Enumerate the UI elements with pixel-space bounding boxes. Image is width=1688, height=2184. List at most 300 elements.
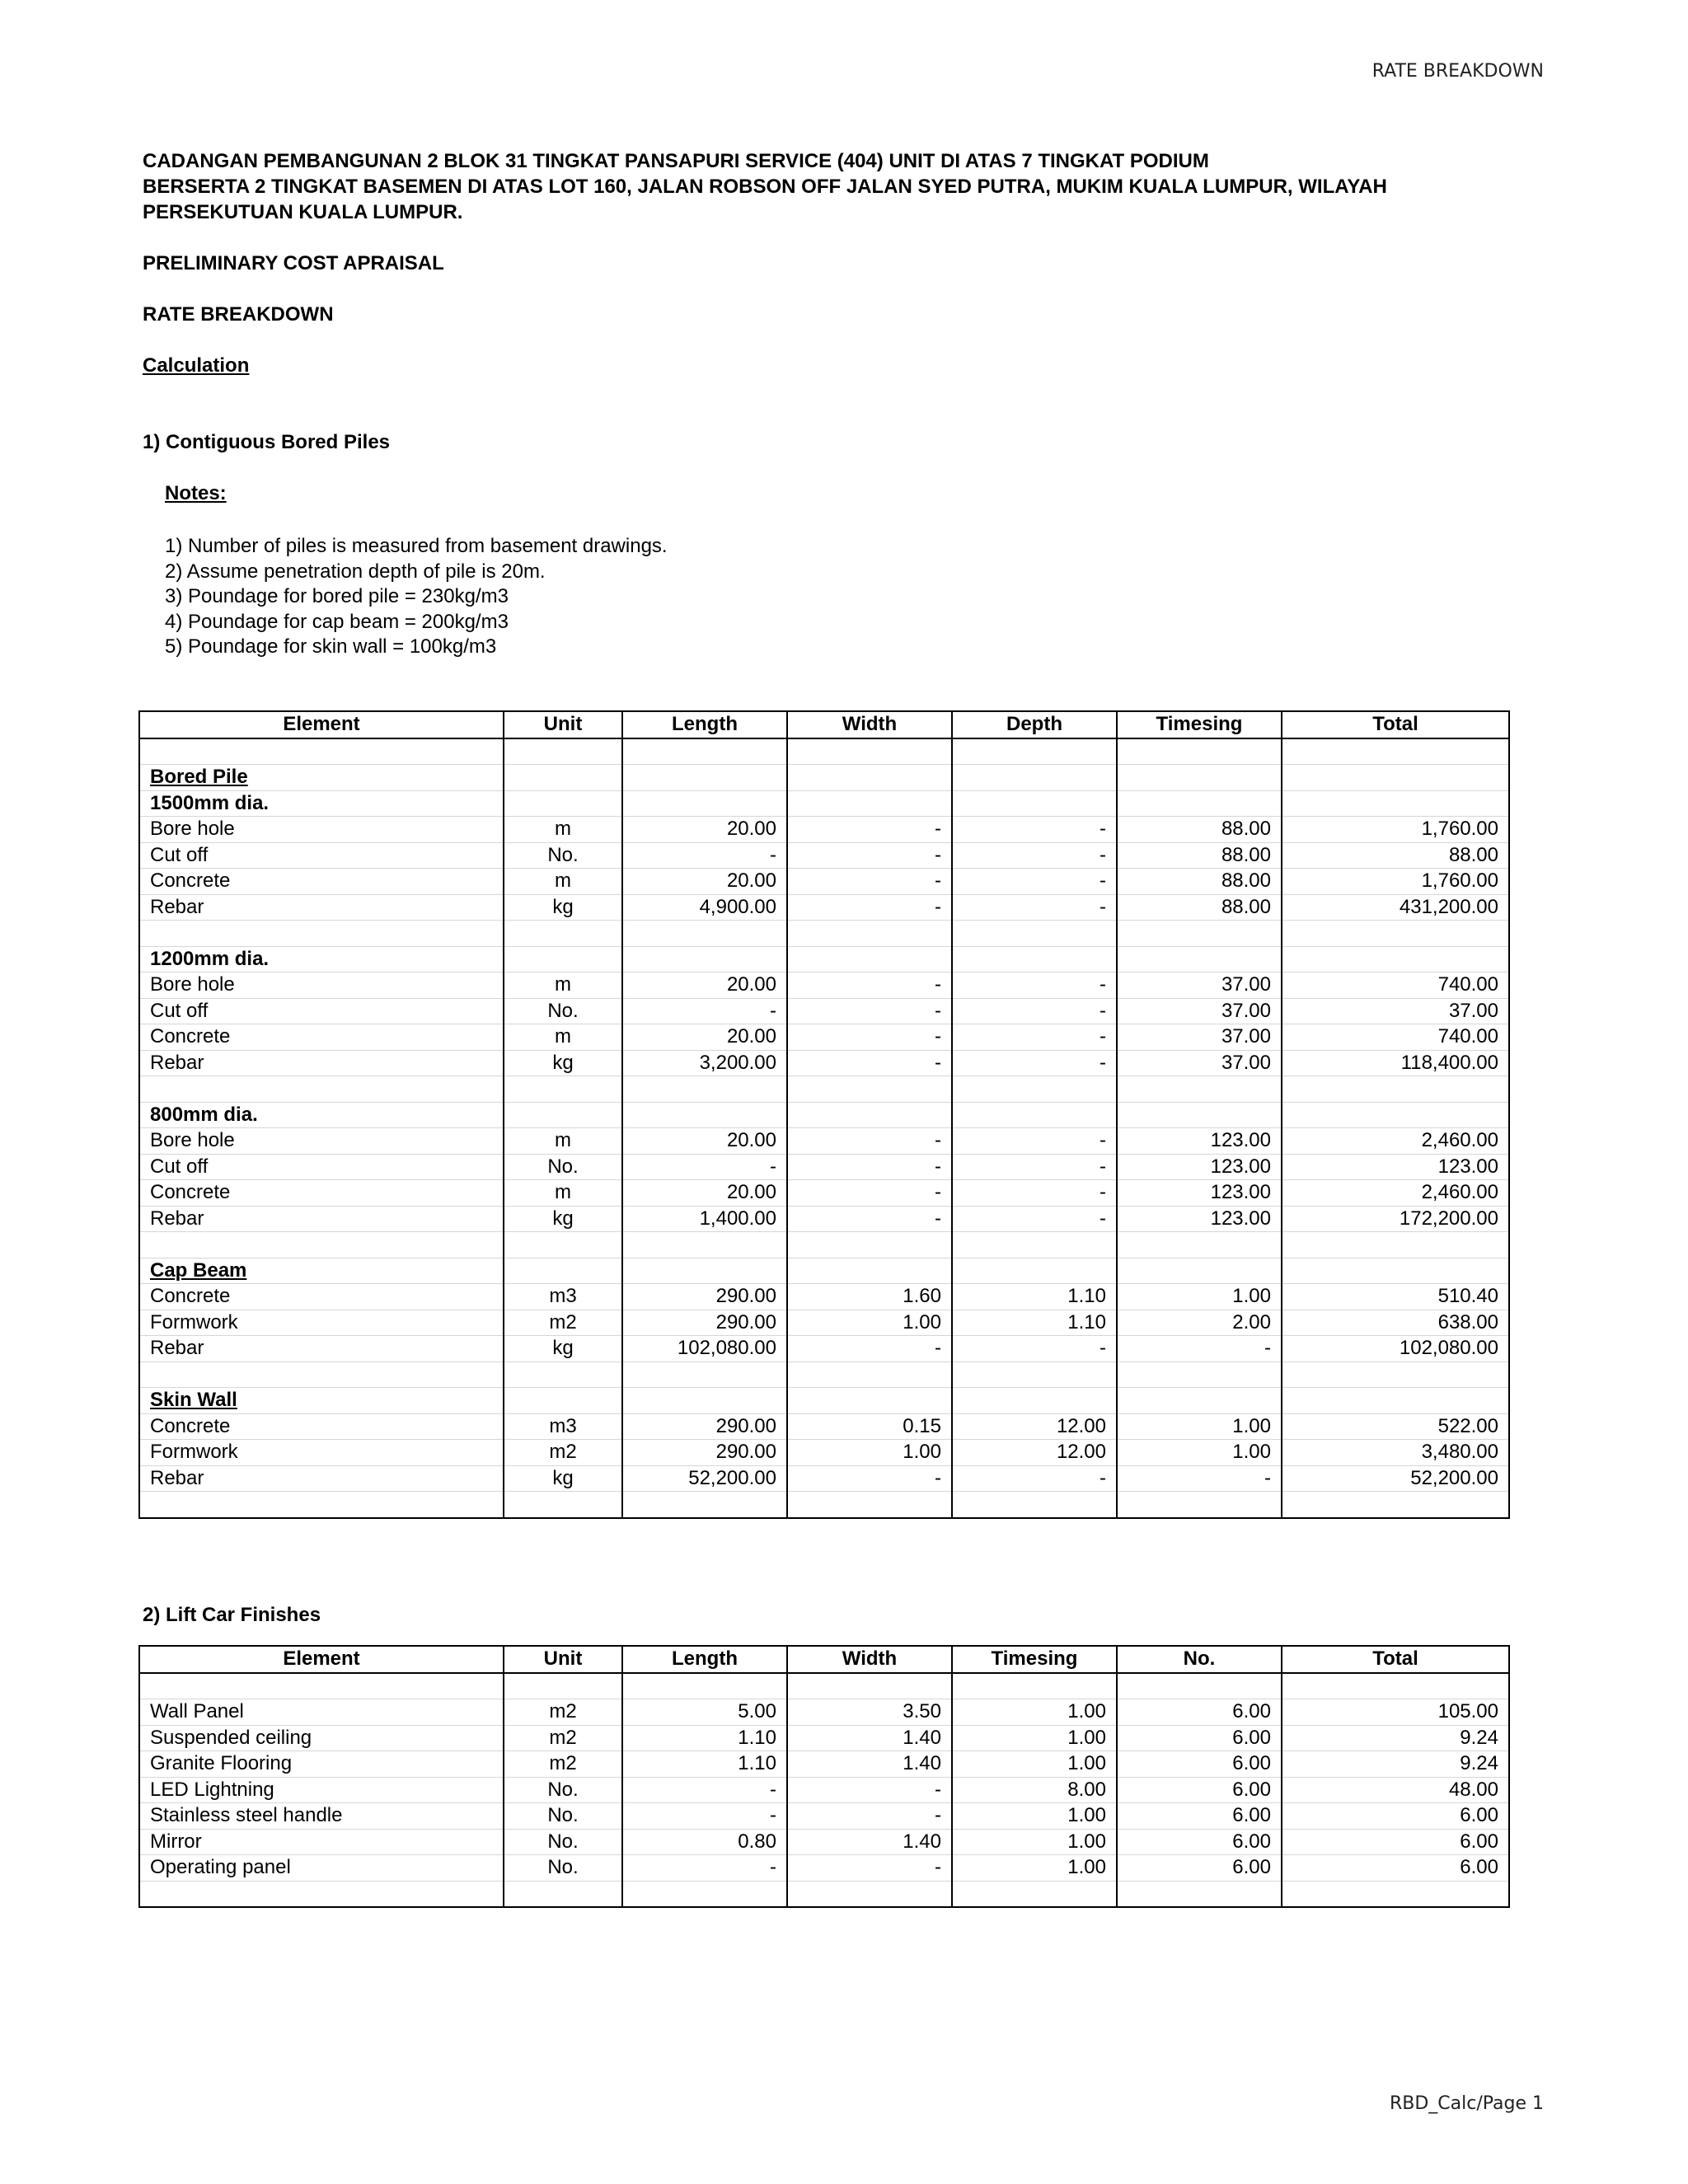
table-cell: -	[787, 842, 952, 869]
table-cell	[1117, 1258, 1282, 1284]
subsection-heading-row	[139, 1102, 1509, 1128]
table-cell: 6.00	[1117, 1777, 1282, 1803]
blank-row	[139, 1076, 1509, 1103]
table-cell: m3	[504, 1413, 622, 1440]
subsection-heading-row	[139, 946, 1509, 972]
table-cell	[787, 1388, 952, 1414]
table-cell	[1282, 738, 1509, 765]
blank-row	[139, 921, 1509, 947]
table-cell	[139, 1232, 504, 1258]
table-cell	[1282, 765, 1509, 791]
note-item: 3) Poundage for bored pile = 230kg/m3	[165, 585, 509, 607]
table-row	[139, 1310, 1509, 1336]
table-cell: 5.00	[622, 1699, 787, 1726]
table-cell: Stainless steel handle	[139, 1803, 504, 1830]
section-heading-row	[139, 1388, 1509, 1414]
table-cell: 290.00	[622, 1310, 787, 1336]
table-row	[139, 1751, 1509, 1778]
table-cell: 12.00	[952, 1440, 1117, 1466]
table-cell	[1282, 790, 1509, 817]
table-cell: -	[952, 817, 1117, 843]
table-cell	[504, 946, 622, 972]
note-item: 4) Poundage for cap beam = 200kg/m3	[165, 610, 509, 633]
column-header: Element	[139, 711, 504, 738]
table-cell	[622, 1673, 787, 1699]
table-cell	[622, 1232, 787, 1258]
table-cell: 1.00	[952, 1725, 1117, 1751]
page-number: RBD_Calc/Page 1	[1389, 2093, 1544, 2114]
table-cell: 431,200.00	[1282, 894, 1509, 921]
table-cell	[504, 1881, 622, 1907]
blank-row	[139, 738, 1509, 765]
table-cell: 1,760.00	[1282, 817, 1509, 843]
table-cell	[139, 1076, 504, 1103]
table-cell: -	[787, 1803, 952, 1830]
table-row	[139, 1855, 1509, 1882]
table-cell: 1.00	[1117, 1440, 1282, 1466]
table-cell: -	[622, 998, 787, 1024]
table-cell	[622, 1258, 787, 1284]
table-cell	[1282, 1361, 1509, 1388]
table-cell: 48.00	[1282, 1777, 1509, 1803]
table-row	[139, 1803, 1509, 1830]
table-cell	[1117, 1361, 1282, 1388]
table-cell: -	[1117, 1336, 1282, 1362]
table-cell	[952, 1361, 1117, 1388]
table-cell: 510.40	[1282, 1284, 1509, 1310]
table-cell: -	[952, 1024, 1117, 1051]
table-row	[139, 1725, 1509, 1751]
table-cell: 1.00	[1117, 1413, 1282, 1440]
table-cell: Bore hole	[139, 1128, 504, 1155]
table-cell: 1.00	[787, 1440, 952, 1466]
table-cell	[1117, 790, 1282, 817]
column-header: Unit	[504, 711, 622, 738]
table-cell: -	[622, 1154, 787, 1180]
bored-piles-table	[138, 710, 1510, 1519]
table-cell	[787, 1881, 952, 1907]
table-row	[139, 842, 1509, 869]
table-row	[139, 1050, 1509, 1076]
column-header: Element	[139, 1646, 504, 1673]
bored-piles-table-body	[139, 738, 1509, 1518]
table-cell: 522.00	[1282, 1413, 1509, 1440]
column-header: No.	[1117, 1646, 1282, 1673]
table-cell	[622, 1881, 787, 1907]
table-cell: No.	[504, 1154, 622, 1180]
table-cell: -	[952, 1154, 1117, 1180]
subsection-heading-row	[139, 790, 1509, 817]
table-cell: -	[952, 1128, 1117, 1155]
column-header: Unit	[504, 1646, 622, 1673]
table-cell: Formwork	[139, 1440, 504, 1466]
table-cell: Formwork	[139, 1310, 504, 1336]
table-cell: 6.00	[1117, 1829, 1282, 1855]
table-cell: -	[952, 998, 1117, 1024]
table-cell: Rebar	[139, 1206, 504, 1232]
table-cell	[787, 738, 952, 765]
table-row	[139, 1440, 1509, 1466]
table-cell: No.	[504, 1855, 622, 1882]
table-cell	[787, 1492, 952, 1518]
table-row	[139, 817, 1509, 843]
note-item: 1) Number of piles is measured from basement drawings.	[165, 535, 668, 557]
table-cell	[504, 1492, 622, 1518]
table-cell: 1,760.00	[1282, 869, 1509, 895]
table-cell: 123.00	[1117, 1128, 1282, 1155]
table-cell: Rebar	[139, 1465, 504, 1492]
table-cell: 37.00	[1117, 1024, 1282, 1051]
table-cell: -	[622, 1777, 787, 1803]
table-cell	[504, 1258, 622, 1284]
table-cell	[787, 1102, 952, 1128]
table-cell: m	[504, 1128, 622, 1155]
section1-title: 1) Contiguous Bored Piles	[143, 431, 391, 453]
table-cell: -	[622, 842, 787, 869]
table-cell: 1.00	[787, 1310, 952, 1336]
table-cell	[1282, 1258, 1509, 1284]
table-cell: 123.00	[1282, 1154, 1509, 1180]
table-cell	[952, 1076, 1117, 1103]
project-title-line: PERSEKUTUAN KUALA LUMPUR.	[143, 201, 463, 223]
project-title-line: BERSERTA 2 TINGKAT BASEMEN DI ATAS LOT 160, JALAN ROBSON OFF JALAN SYED PUTRA, MUKIM KUALA LUMPUR, WILAYAH	[143, 176, 1387, 198]
note-item: 5) Poundage for skin wall = 100kg/m3	[165, 635, 497, 658]
table-cell	[787, 765, 952, 791]
table-cell: -	[787, 1180, 952, 1207]
table-row	[139, 894, 1509, 921]
table-cell	[787, 946, 952, 972]
table-row	[139, 1336, 1509, 1362]
table-cell	[952, 1258, 1117, 1284]
table-cell	[952, 1388, 1117, 1414]
note-item: 2) Assume penetration depth of pile is 20m.	[165, 560, 546, 583]
table-cell	[504, 765, 622, 791]
table-row	[139, 1128, 1509, 1155]
table-cell: -	[952, 972, 1117, 999]
table-cell: -	[1117, 1465, 1282, 1492]
table-cell: 102,080.00	[622, 1336, 787, 1362]
table-cell	[1282, 1102, 1509, 1128]
subsection-label: 800mm dia.	[139, 1102, 504, 1128]
column-header: Width	[787, 711, 952, 738]
table-cell: Bore hole	[139, 817, 504, 843]
table-cell: Bore hole	[139, 972, 504, 999]
table-cell: 88.00	[1117, 894, 1282, 921]
table-cell	[1282, 1673, 1509, 1699]
table-cell: -	[787, 1336, 952, 1362]
table-cell	[622, 1388, 787, 1414]
table-cell: 20.00	[622, 1128, 787, 1155]
table-cell: 20.00	[622, 1180, 787, 1207]
table-cell: 1.60	[787, 1284, 952, 1310]
table-cell: -	[952, 1180, 1117, 1207]
table-cell: 52,200.00	[1282, 1465, 1509, 1492]
blank-row	[139, 1881, 1509, 1907]
table-cell: No.	[504, 998, 622, 1024]
table-cell	[504, 1076, 622, 1103]
table-cell: 1.00	[952, 1751, 1117, 1778]
table-cell: 6.00	[1117, 1699, 1282, 1726]
table-cell	[1117, 1881, 1282, 1907]
section-label: Skin Wall	[139, 1388, 504, 1414]
table-cell	[1282, 1076, 1509, 1103]
table-cell: No.	[504, 1803, 622, 1830]
table-cell	[1117, 765, 1282, 791]
blank-row	[139, 1673, 1509, 1699]
table-cell: m	[504, 972, 622, 999]
table-cell: 20.00	[622, 1024, 787, 1051]
table-cell: m	[504, 869, 622, 895]
table-row	[139, 1829, 1509, 1855]
table-cell: 2.00	[1117, 1310, 1282, 1336]
preliminary-heading: PRELIMINARY COST APRAISAL	[143, 252, 444, 274]
table-cell: m2	[504, 1725, 622, 1751]
table-cell: -	[622, 1855, 787, 1882]
table-cell	[622, 738, 787, 765]
table-cell: 638.00	[1282, 1310, 1509, 1336]
blank-row	[139, 1492, 1509, 1518]
table-cell	[1282, 1232, 1509, 1258]
table-cell	[952, 1881, 1117, 1907]
table-row	[139, 1699, 1509, 1726]
table-cell: 3,480.00	[1282, 1440, 1509, 1466]
table-cell	[952, 1232, 1117, 1258]
table-cell: 290.00	[622, 1413, 787, 1440]
section-label: Cap Beam	[139, 1258, 504, 1284]
table-cell: 6.00	[1117, 1855, 1282, 1882]
table-cell	[622, 1361, 787, 1388]
column-header: Depth	[952, 711, 1117, 738]
table-cell	[504, 921, 622, 947]
project-title	[143, 148, 1560, 225]
section-heading-row	[139, 1258, 1509, 1284]
table-cell: 6.00	[1117, 1803, 1282, 1830]
table-cell: 3.50	[787, 1699, 952, 1726]
table-cell: 1.00	[952, 1829, 1117, 1855]
table-cell	[504, 738, 622, 765]
subsection-label: 1500mm dia.	[139, 790, 504, 817]
table-cell: 52,200.00	[622, 1465, 787, 1492]
table-cell	[504, 1388, 622, 1414]
table-cell	[952, 1673, 1117, 1699]
table-row	[139, 1413, 1509, 1440]
table-cell: -	[787, 869, 952, 895]
table-cell: m	[504, 1180, 622, 1207]
table-cell: 2,460.00	[1282, 1180, 1509, 1207]
table-cell: 4,900.00	[622, 894, 787, 921]
table-cell: 290.00	[622, 1284, 787, 1310]
table-cell	[952, 765, 1117, 791]
table-cell: 88.00	[1117, 817, 1282, 843]
table-cell: No.	[504, 1829, 622, 1855]
table-cell: Cut off	[139, 1154, 504, 1180]
table-cell: -	[952, 1465, 1117, 1492]
table-cell	[622, 765, 787, 791]
table-cell: 0.15	[787, 1413, 952, 1440]
table-cell: 88.00	[1117, 842, 1282, 869]
table-cell: -	[952, 1206, 1117, 1232]
table-cell: Granite Flooring	[139, 1751, 504, 1778]
table-cell	[787, 1361, 952, 1388]
column-header: Total	[1282, 1646, 1509, 1673]
table-row	[139, 869, 1509, 895]
table-cell: m3	[504, 1284, 622, 1310]
table-cell	[787, 1232, 952, 1258]
table-cell	[787, 1673, 952, 1699]
table-cell	[952, 1102, 1117, 1128]
table-cell: 1.10	[622, 1751, 787, 1778]
page-header-label: RATE BREAKDOWN	[1372, 61, 1544, 82]
table-cell: Mirror	[139, 1829, 504, 1855]
table-cell: 88.00	[1117, 869, 1282, 895]
table-cell	[952, 790, 1117, 817]
table-cell	[139, 1673, 504, 1699]
table-header-row	[139, 711, 1509, 738]
table-cell: -	[787, 894, 952, 921]
table-cell: Concrete	[139, 1413, 504, 1440]
table-cell: 740.00	[1282, 1024, 1509, 1051]
table-cell: 37.00	[1117, 1050, 1282, 1076]
table-cell	[952, 921, 1117, 947]
table-cell	[1282, 1388, 1509, 1414]
table-cell	[1282, 1881, 1509, 1907]
table-cell: -	[952, 1050, 1117, 1076]
table-cell: m2	[504, 1751, 622, 1778]
table-cell	[1117, 921, 1282, 947]
column-header: Timesing	[1117, 711, 1282, 738]
table-cell: -	[787, 1050, 952, 1076]
table-cell: 6.00	[1282, 1855, 1509, 1882]
table-cell	[1117, 1102, 1282, 1128]
table-cell: 105.00	[1282, 1699, 1509, 1726]
blank-row	[139, 1232, 1509, 1258]
table-cell	[139, 1492, 504, 1518]
table-cell: 6.00	[1117, 1725, 1282, 1751]
table-cell: 1.00	[1117, 1284, 1282, 1310]
table-cell: 37.00	[1117, 998, 1282, 1024]
table-cell: 1,400.00	[622, 1206, 787, 1232]
table-cell: -	[787, 1855, 952, 1882]
table-cell: Rebar	[139, 1050, 504, 1076]
rate-breakdown-heading: RATE BREAKDOWN	[143, 303, 334, 326]
table-cell: Operating panel	[139, 1855, 504, 1882]
table-cell: 1.00	[952, 1803, 1117, 1830]
table-cell: Concrete	[139, 1180, 504, 1207]
table-cell: 1.00	[952, 1699, 1117, 1726]
table-cell: 740.00	[1282, 972, 1509, 999]
table-cell	[787, 921, 952, 947]
column-header: Length	[622, 711, 787, 738]
table-cell: No.	[504, 842, 622, 869]
table-cell: 123.00	[1117, 1154, 1282, 1180]
table-row	[139, 1206, 1509, 1232]
table-cell	[504, 1361, 622, 1388]
table-cell: 1.00	[952, 1855, 1117, 1882]
table-cell	[622, 946, 787, 972]
table-cell: Suspended ceiling	[139, 1725, 504, 1751]
table-cell: 9.24	[1282, 1725, 1509, 1751]
calculation-heading: Calculation	[143, 354, 250, 377]
table-cell: 2,460.00	[1282, 1128, 1509, 1155]
table-cell: 123.00	[1117, 1206, 1282, 1232]
table-cell	[139, 1361, 504, 1388]
table-cell: 37.00	[1117, 972, 1282, 999]
table-cell: kg	[504, 1336, 622, 1362]
table-cell: -	[787, 998, 952, 1024]
table-row	[139, 1777, 1509, 1803]
table-cell: -	[787, 1777, 952, 1803]
column-header: Width	[787, 1646, 952, 1673]
table-cell	[787, 790, 952, 817]
table-cell: Rebar	[139, 1336, 504, 1362]
table-cell: 0.80	[622, 1829, 787, 1855]
table-cell: 12.00	[952, 1413, 1117, 1440]
column-header: Total	[1282, 711, 1509, 738]
table-cell: 88.00	[1282, 842, 1509, 869]
notes-title: Notes:	[165, 482, 227, 504]
table-cell: 6.00	[1282, 1803, 1509, 1830]
table-cell: m2	[504, 1440, 622, 1466]
blank-row	[139, 1361, 1509, 1388]
table-cell: 20.00	[622, 972, 787, 999]
table-row	[139, 1180, 1509, 1207]
table-cell: 37.00	[1282, 998, 1509, 1024]
table-cell	[1117, 1673, 1282, 1699]
table-cell: 20.00	[622, 869, 787, 895]
table-cell: m2	[504, 1310, 622, 1336]
table-cell: Cut off	[139, 842, 504, 869]
table-cell	[1117, 946, 1282, 972]
table-cell: -	[952, 869, 1117, 895]
column-header: Length	[622, 1646, 787, 1673]
table-row	[139, 998, 1509, 1024]
table-cell: 6.00	[1282, 1829, 1509, 1855]
table-cell	[1117, 1076, 1282, 1103]
table-cell: 9.24	[1282, 1751, 1509, 1778]
table-cell: -	[952, 1336, 1117, 1362]
table-cell	[952, 946, 1117, 972]
lift-car-finishes-table-body	[139, 1673, 1509, 1908]
table-cell: Concrete	[139, 1024, 504, 1051]
table-cell: -	[952, 842, 1117, 869]
table-cell	[504, 790, 622, 817]
table-cell	[1117, 1388, 1282, 1414]
section2-title: 2) Lift Car Finishes	[143, 1604, 321, 1626]
table-cell: 20.00	[622, 817, 787, 843]
table-cell: 1.10	[622, 1725, 787, 1751]
table-cell	[952, 1492, 1117, 1518]
table-cell: kg	[504, 1050, 622, 1076]
table-row	[139, 1284, 1509, 1310]
table-cell: No.	[504, 1777, 622, 1803]
table-cell: 1.40	[787, 1751, 952, 1778]
table-cell: Cut off	[139, 998, 504, 1024]
table-cell	[504, 1673, 622, 1699]
table-cell	[1282, 921, 1509, 947]
table-cell	[622, 1076, 787, 1103]
table-cell	[139, 1881, 504, 1907]
table-cell: kg	[504, 1465, 622, 1492]
table-cell: 102,080.00	[1282, 1336, 1509, 1362]
table-cell: -	[787, 1128, 952, 1155]
table-cell: Concrete	[139, 869, 504, 895]
table-cell: -	[787, 1024, 952, 1051]
table-cell: -	[622, 1803, 787, 1830]
table-cell: kg	[504, 894, 622, 921]
table-cell	[504, 1102, 622, 1128]
table-cell: m	[504, 1024, 622, 1051]
table-cell	[622, 921, 787, 947]
